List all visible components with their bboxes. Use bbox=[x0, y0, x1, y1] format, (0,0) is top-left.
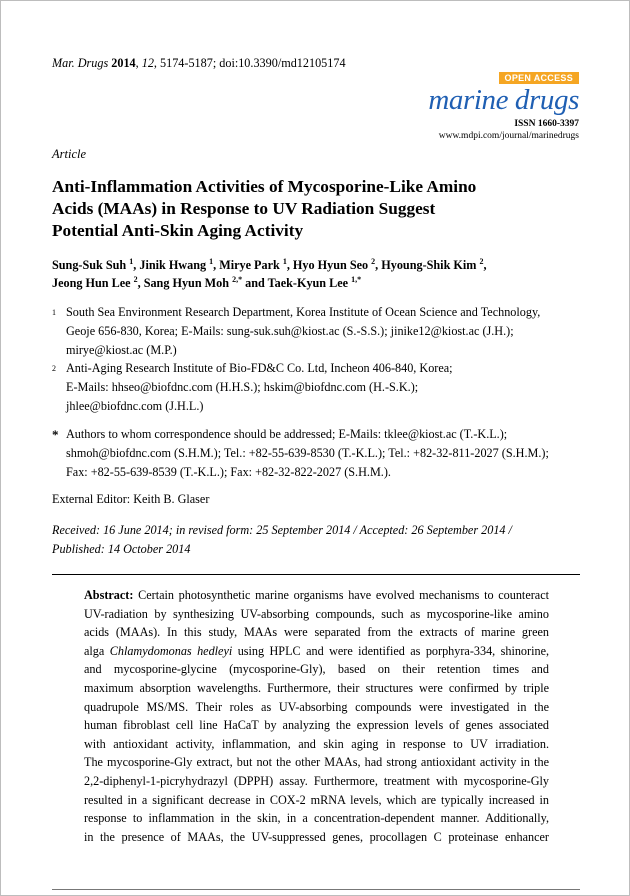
author: Sang Hyun Moh bbox=[143, 276, 230, 290]
abstract-line: with antioxidant activity, inflammation, and skin aging in response to UV irradiation. bbox=[84, 736, 549, 751]
article-type: Article bbox=[52, 147, 87, 161]
abstract-line: maximum absorption wavelengths. Furthermore, their structures were confirmed by triple bbox=[84, 680, 549, 695]
citation-year: 2014 bbox=[111, 56, 136, 70]
affiliation-line: E-Mails: hhseo@biofdnc.com (H.H.S.); hskim@biofdnc.com (H.-S.K.); bbox=[66, 380, 419, 394]
correspondence-line: Authors to whom correspondence should be addressed; E-Mails: tklee@kiost.ac (T.-K.L.); bbox=[66, 427, 508, 441]
external-editor: External Editor: Keith B. Glaser bbox=[52, 492, 210, 506]
abstract-line: acids (MAAs). In this study, MAAs were separated from the extracts of marine green bbox=[84, 625, 549, 640]
author-affiliation: 2 bbox=[479, 257, 484, 266]
correspondence-line: shmoh@biofdnc.com (S.H.M.); Tel.: +82-55-639-8530 (T.-K.L.); Tel.: +82-32-811-2027 (S.H.M.); bbox=[66, 446, 549, 460]
author: Hyoung-Shik Kim bbox=[381, 258, 477, 272]
abstract-line: in the presence of MAAs, the UV-suppressed genes, procollagen C proteinase enhancer bbox=[84, 829, 549, 844]
author-line-1: Sung-Suk Suh $^1$, Jinik Hwang $^1$, Mirye Park $^1$, Hyo Hyun Seo $^2$, Hyoung-Shik Kim $^2$, bbox=[52, 257, 487, 272]
affiliation-line: South Sea Environment Research Department, Korea Institute of Ocean Science and Technology, bbox=[66, 305, 541, 319]
abstract-line bbox=[84, 642, 549, 661]
dates-line: Received: 16 June 2014; in revised form: 25 September 2014 / Accepted: 26 September 2014 / bbox=[52, 523, 512, 537]
author: Jinik Hwang bbox=[139, 258, 207, 272]
open-access-badge: OPEN ACCESS bbox=[499, 72, 579, 84]
author: Mirye Park bbox=[219, 258, 280, 272]
author: Hyo Hyun Seo bbox=[292, 258, 369, 272]
author-affiliation: 2 bbox=[133, 275, 138, 284]
abstract-line: human fibroblast cell line HaCaT by analyzing the expression levels of genes associated bbox=[84, 718, 549, 733]
author-affiliation: 2,* bbox=[232, 275, 243, 284]
species-name: Chlamydomonas hedleyi bbox=[109, 643, 233, 658]
abstract-line: quadrupole MS/MS. Their roles as UV-absorbing compounds were investigated in the bbox=[84, 699, 549, 714]
author: Sung-Suk Suh bbox=[52, 258, 127, 272]
abstract-line bbox=[84, 586, 549, 605]
dates-line: Published: 14 October 2014 bbox=[52, 542, 191, 556]
paper-title bbox=[52, 176, 552, 242]
abstract-line: response to inflammation in the skin, in a concentration-dependent manner. Additionally, bbox=[84, 811, 549, 826]
affiliation-line: Anti-Aging Research Institute of Bio-FD&C Co. Ltd, Incheon 406-840, Korea; bbox=[66, 361, 453, 375]
abstract-line: and mycosporine-glycine (mycosporine-Gly), based on their retention times and bbox=[84, 662, 549, 677]
author-affiliation: 2 bbox=[371, 257, 376, 266]
abstract-line: The mycosporine-Gly extract, but not the other MAAs, had strong antioxidant activity in the bbox=[84, 755, 549, 770]
abstract-text: Certain photosynthetic marine organisms have evolved mechanisms to counteract bbox=[138, 588, 549, 602]
abstract-line: 2,2-diphenyl-1-picryhydrazyl (DPPH) assay. Furthermore, treatment with mycosporine-Gly bbox=[84, 773, 549, 788]
abstract-divider bbox=[52, 574, 580, 575]
abstract-line: resulted in a significant decrease in COX-2 mRNA levels, which are typically increased in bbox=[84, 792, 549, 807]
affiliation-line: Geoje 656-830, Korea; E-Mails: sung-suk.suh@kiost.ac (S.-S.S.); jinike12@kiost.ac (J.H.); bbox=[66, 324, 514, 338]
abstract-label: Abstract: bbox=[84, 588, 134, 602]
abstract-text: alga bbox=[84, 643, 105, 658]
page-bottom-rule bbox=[52, 889, 580, 890]
citation-line: Mar. Drugs 2014, 12, 5174-5187; doi:10.3390/md12105174 bbox=[52, 56, 346, 70]
author-affiliation: 1,* bbox=[351, 275, 362, 284]
abstract-line: UV-radiation by synthesizing UV-absorbing compounds, such as mycosporine-like amino bbox=[84, 606, 549, 621]
title-line: Potential Anti-Skin Aging Activity bbox=[52, 221, 304, 240]
title-line: Acids (MAAs) in Response to UV Radiation Suggest bbox=[52, 199, 436, 218]
title-line: Anti-Inflammation Activities of Mycosporine-Like Amino bbox=[52, 177, 477, 196]
correspondence-line: Fax: +82-55-639-8539 (T.-K.L.); Fax: +82-32-822-2027 (S.H.M.). bbox=[66, 465, 391, 479]
affiliation-number: 2 bbox=[52, 364, 56, 373]
affiliation-number: 1 bbox=[52, 308, 56, 317]
citation-volume: 12 bbox=[141, 56, 154, 70]
author-list bbox=[52, 256, 487, 292]
author-affiliation: 1 bbox=[282, 257, 287, 266]
publication-dates bbox=[52, 521, 512, 559]
affiliation-line: mirye@kiost.ac (M.P.) bbox=[66, 343, 177, 357]
author: Taek-Kyun Lee bbox=[267, 276, 349, 290]
journal-logo: marine drugs bbox=[428, 84, 579, 116]
author-line-2: Jeong Hun Lee $^2$, Sang Hyun Moh $^{2,*}$ and Taek-Kyun Lee $^{1,*}$ bbox=[52, 275, 362, 290]
author-affiliation: 1 bbox=[209, 257, 214, 266]
abstract-text: using HPLC and were identified as porphyra-334, shinorine, bbox=[237, 643, 550, 658]
author-affiliation: 1 bbox=[129, 257, 134, 266]
journal-abbrev: Mar. Drugs bbox=[52, 56, 109, 70]
correspondence-star: * bbox=[52, 427, 59, 442]
journal-url[interactable]: www.mdpi.com/journal/marinedrugs bbox=[438, 131, 579, 141]
issn: ISSN 1660-3397 bbox=[514, 119, 579, 129]
author: Jeong Hun Lee bbox=[52, 276, 131, 290]
citation-rest: , 5174-5187; doi:10.3390/md12105174 bbox=[153, 56, 346, 70]
affiliation-line: jhlee@biofdnc.com (J.H.L.) bbox=[66, 399, 204, 413]
abstract bbox=[84, 586, 549, 846]
